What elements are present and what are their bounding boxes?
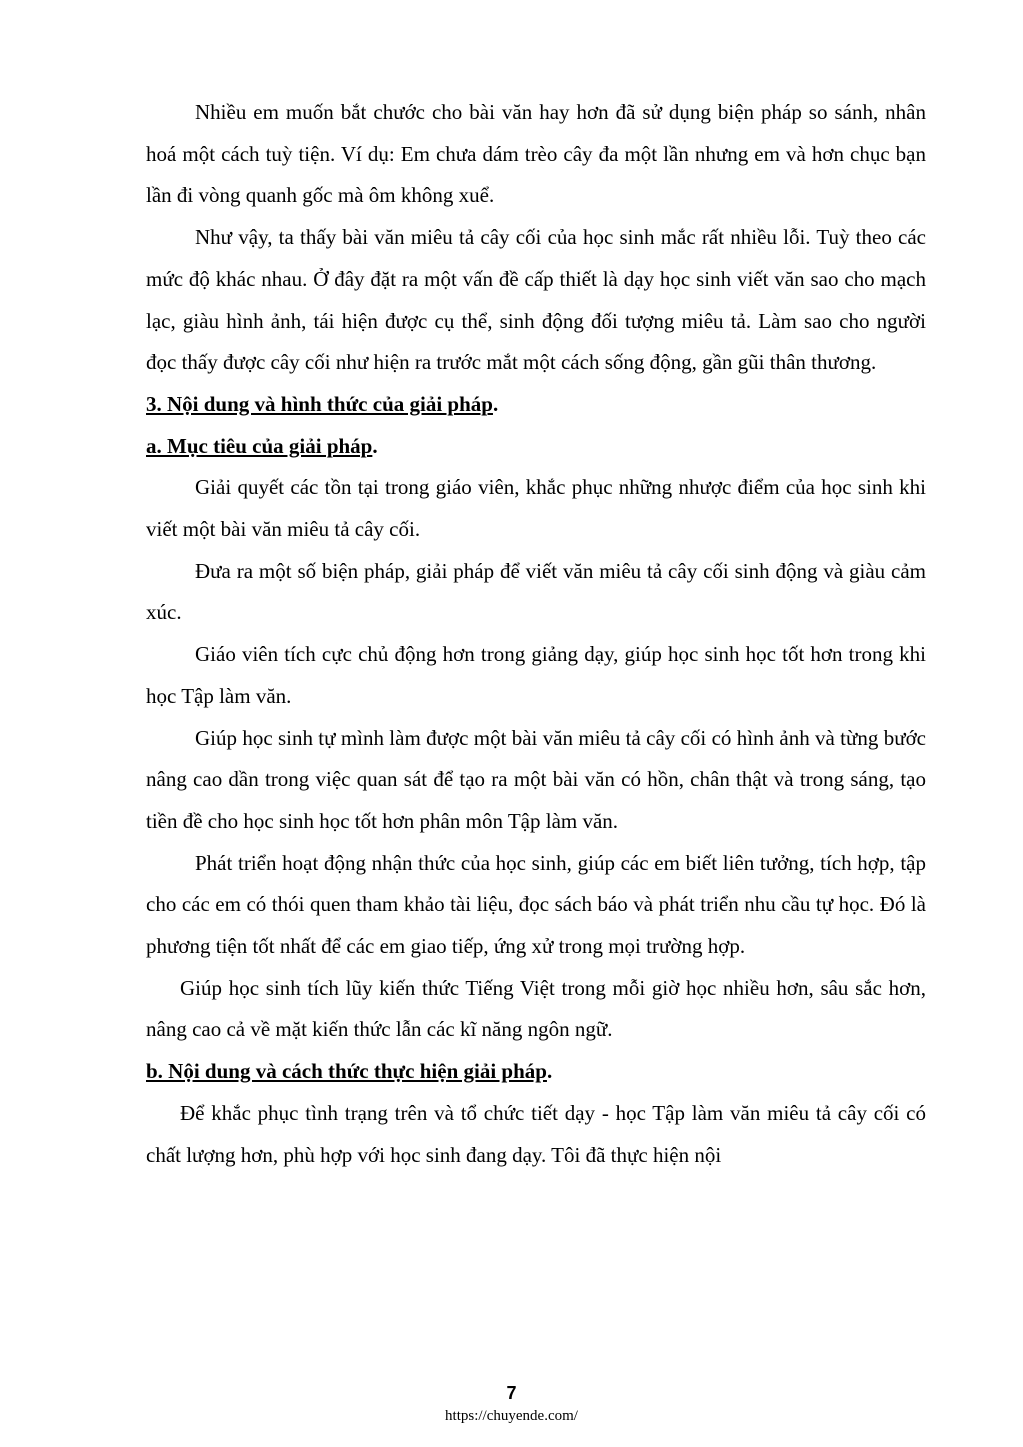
section-heading-3-suffix: . [492,391,499,416]
section-heading-a [146,426,926,468]
paragraph-comparison-misuse: Nhiều em muốn bắt chước cho bài văn hay hơn đã sử dụng biện pháp so sánh, nhân hoá một cách tuỳ tiện. Ví dụ: Em chưa dám trèo cây đa một lần nhưng em và hơn chục bạn lần đi vòng quanh gốc mà ôm không xuể. [146,100,926,208]
section-heading-a-text: a. Mục tiêu của giải pháp [146,433,373,458]
goal-paragraph-1: Giải quyết các tồn tại trong giáo viên, khắc phục những nhược điểm của học sinh khi viết một bài văn miêu tả cây cối. [146,475,926,542]
goal-paragraph-3: Giáo viên tích cực chủ động hơn trong giảng dạy, giúp học sinh học tốt hơn trong khi học Tập làm văn. [146,642,926,708]
section-heading-b-text: b. Nội dung và cách thức thực hiện giải pháp [146,1059,547,1084]
footer-url: https://chuyende.com/ [445,1408,578,1424]
section-heading-b [146,1051,926,1093]
section-heading-a-suffix: . [372,433,378,458]
section-heading-3 [146,384,926,426]
implementation-paragraph-1: Để khắc phục tình trạng trên và tổ chức tiết dạy - học Tập làm văn miêu tả cây cối có chất lượng hơn, phù hợp với học sinh đang dạy. Tôi đã thực hiện nội [146,1100,926,1167]
goal-paragraph-4: Giúp học sinh tự mình làm được một bài văn miêu tả cây cối có hình ảnh và từng bước nâng cao dần trong việc quan sát để tạo ra một bài văn có hồn, chân thật và trong sáng, tạo tiền đề cho học sinh học tốt hơn phân môn Tập làm văn. [146,725,926,833]
goal-paragraph-5: Phát triển hoạt động nhận thức của học sinh, giúp các em biết liên tưởng, tích hợp, tập cho các em có thói quen tham khảo tài liệu, đọc sách báo và phát triển nhu cầu tự học. Đó là phương tiện tốt nhất để các em giao tiếp, ứng xử trong mọi trường hợp. [146,850,926,959]
goal-paragraph-6: Giúp học sinh tích lũy kiến thức Tiếng Việt trong mỗi giờ học nhiều hơn, sâu sắc hơn, nâng cao cả về mặt kiến thức lẫn các kĩ năng ngôn ngữ. [146,975,926,1042]
goal-paragraph-2: Đưa ra một số biện pháp, giải pháp để viết văn miêu tả cây cối sinh động và giàu cảm xúc. [146,558,926,625]
document-body [146,92,926,1176]
section-heading-3-text: 3. Nội dung và hình thức của giải pháp [146,391,493,416]
page-number: 7 [506,1383,517,1403]
paragraph-errors-summary: Như vậy, ta thấy bài văn miêu tả cây cối của học sinh mắc rất nhiều lỗi. Tuỳ theo các mức độ khác nhau. Ở đây đặt ra một vấn đề cấp thiết là dạy học sinh viết văn sao cho mạch lạc, giàu hình ảnh, tái hiện được cụ thể, sinh động đối tượng miêu tả. Làm sao cho người đọc thấy được cây cối như hiện ra trước mắt một cách sống động, gần gũi thân thương. [146,225,926,375]
section-heading-b-suffix: . [546,1059,553,1084]
